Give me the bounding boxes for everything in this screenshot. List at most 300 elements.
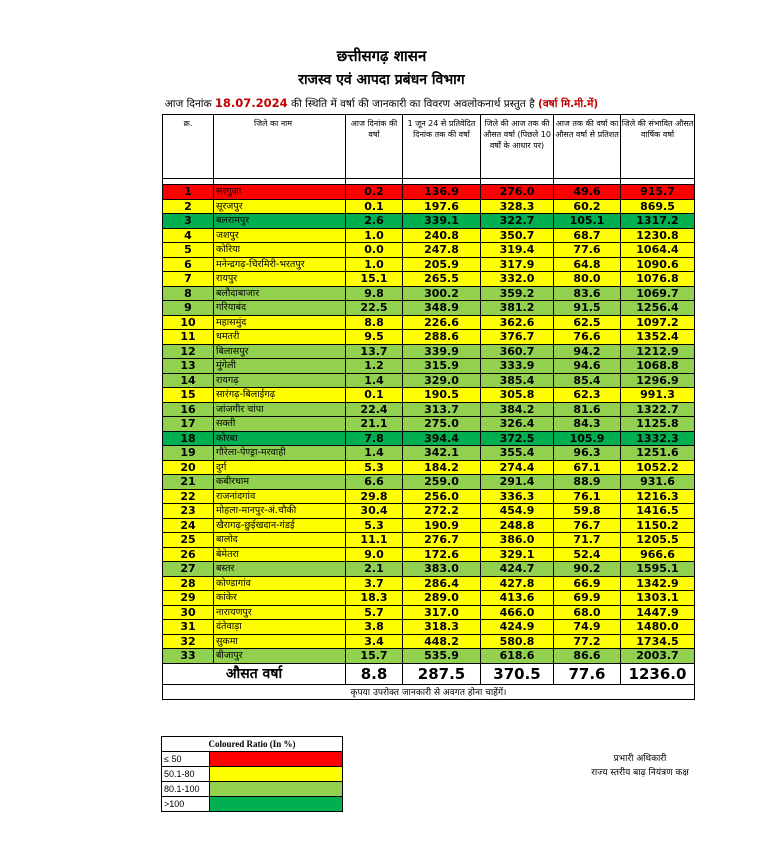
avg-rain-to-date: 360.7 — [481, 344, 554, 359]
percent-of-avg: 94.2 — [554, 344, 621, 359]
district-serial: 4 — [163, 228, 214, 243]
district-serial: 16 — [163, 402, 214, 417]
avg-rain-to-date: 381.2 — [481, 301, 554, 316]
rain-today: 7.8 — [346, 431, 403, 446]
annual-avg-rain: 1125.8 — [621, 417, 695, 432]
rain-since-june: 247.8 — [403, 243, 481, 258]
table-row — [163, 591, 695, 606]
rainfall-table — [162, 114, 695, 700]
annual-avg-rain: 1352.4 — [621, 330, 695, 345]
subtitle-prefix: आज दिनांक — [164, 98, 212, 110]
district-name: मुंगेली — [214, 359, 346, 374]
avg-rain-to-date: 384.2 — [481, 402, 554, 417]
district-serial: 19 — [163, 446, 214, 461]
rain-today: 9.0 — [346, 547, 403, 562]
avg-rain-to-date: 319.4 — [481, 243, 554, 258]
table-row — [163, 431, 695, 446]
table-row — [163, 185, 695, 200]
district-name: रायगढ़ — [214, 373, 346, 388]
rain-today: 22.4 — [346, 402, 403, 417]
rain-since-june: 136.9 — [403, 185, 481, 200]
rain-since-june: 383.0 — [403, 562, 481, 577]
percent-of-avg: 64.8 — [554, 257, 621, 272]
annual-avg-rain: 1251.6 — [621, 446, 695, 461]
rain-today: 9.5 — [346, 330, 403, 345]
avg-rain-to-date: 322.7 — [481, 214, 554, 229]
table-row — [163, 330, 695, 345]
table-row — [163, 301, 695, 316]
annual-avg-rain: 1076.8 — [621, 272, 695, 287]
district-name: बेमेतरा — [214, 547, 346, 562]
district-serial: 32 — [163, 634, 214, 649]
annual-avg-rain: 1230.8 — [621, 228, 695, 243]
district-serial: 5 — [163, 243, 214, 258]
district-name: गौरेला-पेण्ड्रा-मरवाही — [214, 446, 346, 461]
table-row — [163, 286, 695, 301]
percent-of-avg: 86.6 — [554, 649, 621, 664]
col-header-serial: क्र. — [163, 115, 214, 179]
rain-since-june: 394.4 — [403, 431, 481, 446]
annual-avg-rain: 1303.1 — [621, 591, 695, 606]
rain-since-june: 184.2 — [403, 460, 481, 475]
district-name: मोहला-मानपुर-अं.चौकी — [214, 504, 346, 519]
table-row — [163, 489, 695, 504]
rain-since-june: 259.0 — [403, 475, 481, 490]
table-row — [163, 649, 695, 664]
district-serial: 11 — [163, 330, 214, 345]
district-name: बिलासपुर — [214, 344, 346, 359]
annual-avg-rain: 1447.9 — [621, 605, 695, 620]
table-row — [163, 199, 695, 214]
district-name: बीजापुर — [214, 649, 346, 664]
annual-avg-rain: 1090.6 — [621, 257, 695, 272]
district-serial: 28 — [163, 576, 214, 591]
unit-label: (वर्षा मि.मी.में) — [538, 98, 599, 110]
avg-rain-to-date: 466.0 — [481, 605, 554, 620]
district-serial: 33 — [163, 649, 214, 664]
avg-rain-to-date: 362.6 — [481, 315, 554, 330]
avg-rain-to-date: 355.4 — [481, 446, 554, 461]
annual-avg-rain: 1256.4 — [621, 301, 695, 316]
subtitle-mid: की स्थिति में वर्षा की जानकारी का विवरण अवलोकनार्थ प्रस्तुत है — [291, 98, 535, 110]
avg-rain-to-date: 424.7 — [481, 562, 554, 577]
district-name: महासमुंद — [214, 315, 346, 330]
rain-today: 0.2 — [346, 185, 403, 200]
district-serial: 23 — [163, 504, 214, 519]
percent-of-avg: 62.3 — [554, 388, 621, 403]
col-header-percent: आज तक की वर्षा का औसत वर्षा से प्रतिशत — [554, 115, 621, 179]
district-serial: 3 — [163, 214, 214, 229]
district-name: कोण्डागांव — [214, 576, 346, 591]
note-row — [163, 684, 695, 699]
avg-rain-to-date: 413.6 — [481, 591, 554, 606]
rain-since-june: 342.1 — [403, 446, 481, 461]
table-row — [163, 214, 695, 229]
district-name: धमतरी — [214, 330, 346, 345]
district-name: बालोद — [214, 533, 346, 548]
rain-today: 21.1 — [346, 417, 403, 432]
avg-rain-to-date: 333.9 — [481, 359, 554, 374]
avg-rain-to-date: 372.5 — [481, 431, 554, 446]
rain-today: 1.4 — [346, 446, 403, 461]
rain-today: 5.3 — [346, 518, 403, 533]
district-serial: 10 — [163, 315, 214, 330]
percent-of-avg: 94.6 — [554, 359, 621, 374]
annual-avg-rain: 1317.2 — [621, 214, 695, 229]
average-row — [163, 663, 695, 684]
percent-of-avg: 60.2 — [554, 199, 621, 214]
legend-swatch — [210, 767, 343, 782]
legend-swatch — [210, 752, 343, 767]
annual-avg-rain: 1052.2 — [621, 460, 695, 475]
table-row — [163, 576, 695, 591]
rain-today: 1.0 — [346, 228, 403, 243]
table-row — [163, 620, 695, 635]
percent-of-avg: 76.6 — [554, 330, 621, 345]
rain-today: 3.7 — [346, 576, 403, 591]
annual-avg-rain: 1296.9 — [621, 373, 695, 388]
district-serial: 26 — [163, 547, 214, 562]
annual-avg-rain: 1069.7 — [621, 286, 695, 301]
table-row — [163, 634, 695, 649]
col-header-since-june: 1 जून 24 से प्रतिवेदित दिनांक तक की वर्षा — [403, 115, 481, 179]
district-name: सारंगढ़-बिलाईगढ़ — [214, 388, 346, 403]
percent-of-avg: 66.9 — [554, 576, 621, 591]
rain-since-june: 226.6 — [403, 315, 481, 330]
table-row — [163, 315, 695, 330]
avg-rain-to-date: 424.9 — [481, 620, 554, 635]
avg-rain-to-date: 328.3 — [481, 199, 554, 214]
avg-rain-to-date: 317.9 — [481, 257, 554, 272]
rain-since-june: 317.0 — [403, 605, 481, 620]
percent-of-avg: 105.1 — [554, 214, 621, 229]
rain-today: 9.8 — [346, 286, 403, 301]
district-serial: 8 — [163, 286, 214, 301]
avg-rain-to-date: 350.7 — [481, 228, 554, 243]
rain-today: 15.7 — [346, 649, 403, 664]
percent-of-avg: 96.3 — [554, 446, 621, 461]
percent-of-avg: 67.1 — [554, 460, 621, 475]
rain-today: 11.1 — [346, 533, 403, 548]
average-avg-to-date: 370.5 — [481, 663, 554, 684]
table-row — [163, 388, 695, 403]
rain-since-june: 276.7 — [403, 533, 481, 548]
district-serial: 9 — [163, 301, 214, 316]
percent-of-avg: 69.9 — [554, 591, 621, 606]
district-serial: 29 — [163, 591, 214, 606]
district-name: कांकेर — [214, 591, 346, 606]
percent-of-avg: 76.1 — [554, 489, 621, 504]
district-serial: 17 — [163, 417, 214, 432]
table-row — [163, 228, 695, 243]
color-legend — [161, 736, 343, 812]
district-name: कोरिया — [214, 243, 346, 258]
signature-block — [540, 752, 740, 780]
legend-range: ≤ 50 — [162, 752, 210, 767]
district-serial: 18 — [163, 431, 214, 446]
table-row — [163, 562, 695, 577]
district-serial: 14 — [163, 373, 214, 388]
avg-rain-to-date: 305.8 — [481, 388, 554, 403]
district-serial: 7 — [163, 272, 214, 287]
average-since-june: 287.5 — [403, 663, 481, 684]
percent-of-avg: 62.5 — [554, 315, 621, 330]
average-today: 8.8 — [346, 663, 403, 684]
district-name: राजनांदगांव — [214, 489, 346, 504]
rain-since-june: 313.7 — [403, 402, 481, 417]
annual-avg-rain: 1205.5 — [621, 533, 695, 548]
signature-title: प्रभारी अधिकारी — [613, 754, 667, 764]
table-row — [163, 272, 695, 287]
district-serial: 22 — [163, 489, 214, 504]
table-row — [163, 518, 695, 533]
header-govt: छत्तीसगढ़ शासन — [336, 47, 427, 65]
annual-avg-rain: 1416.5 — [621, 504, 695, 519]
annual-avg-rain: 1734.5 — [621, 634, 695, 649]
annual-avg-rain: 1595.1 — [621, 562, 695, 577]
rain-since-june: 348.9 — [403, 301, 481, 316]
annual-avg-rain: 1150.2 — [621, 518, 695, 533]
district-name: दुर्ग — [214, 460, 346, 475]
table-row — [163, 533, 695, 548]
rain-since-june: 288.6 — [403, 330, 481, 345]
district-serial: 1 — [163, 185, 214, 200]
district-serial: 6 — [163, 257, 214, 272]
rain-today: 22.5 — [346, 301, 403, 316]
table-row — [163, 504, 695, 519]
percent-of-avg: 80.0 — [554, 272, 621, 287]
percent-of-avg: 83.6 — [554, 286, 621, 301]
legend-swatch — [210, 782, 343, 797]
rain-today: 0.1 — [346, 388, 403, 403]
percent-of-avg: 81.6 — [554, 402, 621, 417]
rain-since-june: 315.9 — [403, 359, 481, 374]
annual-avg-rain: 931.6 — [621, 475, 695, 490]
avg-rain-to-date: 276.0 — [481, 185, 554, 200]
table-row — [163, 605, 695, 620]
rain-today: 13.7 — [346, 344, 403, 359]
legend-range: >100 — [162, 797, 210, 812]
avg-rain-to-date: 248.8 — [481, 518, 554, 533]
rain-since-june: 300.2 — [403, 286, 481, 301]
table-row — [163, 475, 695, 490]
district-name: बस्तर — [214, 562, 346, 577]
table-row — [163, 446, 695, 461]
avg-rain-to-date: 336.3 — [481, 489, 554, 504]
rain-since-june: 256.0 — [403, 489, 481, 504]
table-row — [163, 547, 695, 562]
rain-today: 5.3 — [346, 460, 403, 475]
rain-today: 15.1 — [346, 272, 403, 287]
annual-avg-rain: 1212.9 — [621, 344, 695, 359]
district-name: गरियाबंद — [214, 301, 346, 316]
percent-of-avg: 49.6 — [554, 185, 621, 200]
annual-avg-rain: 915.7 — [621, 185, 695, 200]
table-row — [163, 344, 695, 359]
avg-rain-to-date: 385.4 — [481, 373, 554, 388]
rain-today: 29.8 — [346, 489, 403, 504]
annual-avg-rain: 1064.4 — [621, 243, 695, 258]
district-serial: 31 — [163, 620, 214, 635]
legend-swatch — [210, 797, 343, 812]
percent-of-avg: 68.0 — [554, 605, 621, 620]
col-header-annual: जिले की संभावित औसत वार्षिक वर्षा — [621, 115, 695, 179]
annual-avg-rain: 1342.9 — [621, 576, 695, 591]
percent-of-avg: 52.4 — [554, 547, 621, 562]
rain-since-june: 190.5 — [403, 388, 481, 403]
annual-avg-rain: 1097.2 — [621, 315, 695, 330]
rain-today: 1.0 — [346, 257, 403, 272]
note-text: कृपया उपरोक्त जानकारी से अवगत होना चाहेंगें। — [163, 684, 695, 699]
district-name: रायपुर — [214, 272, 346, 287]
avg-rain-to-date: 618.6 — [481, 649, 554, 664]
rain-today: 3.8 — [346, 620, 403, 635]
percent-of-avg: 90.2 — [554, 562, 621, 577]
rain-today: 5.7 — [346, 605, 403, 620]
district-name: बलौदाबाजार — [214, 286, 346, 301]
table-row — [163, 460, 695, 475]
district-name: खैरागढ़-छुईखदान-गंडई — [214, 518, 346, 533]
table-row — [163, 257, 695, 272]
report-date: 18.07.2024 — [214, 96, 288, 110]
district-name: सूरजपुर — [214, 199, 346, 214]
district-serial: 12 — [163, 344, 214, 359]
district-name: मनेन्द्रगढ़-चिरमिरी-भरतपुर — [214, 257, 346, 272]
table-row — [163, 402, 695, 417]
rain-today: 1.4 — [346, 373, 403, 388]
district-serial: 20 — [163, 460, 214, 475]
district-name: कबीरधाम — [214, 475, 346, 490]
avg-rain-to-date: 376.7 — [481, 330, 554, 345]
annual-avg-rain: 1216.3 — [621, 489, 695, 504]
legend-row — [162, 752, 343, 767]
annual-avg-rain: 1322.7 — [621, 402, 695, 417]
annual-avg-rain: 1332.3 — [621, 431, 695, 446]
legend-range: 50.1-80 — [162, 767, 210, 782]
percent-of-avg: 77.6 — [554, 243, 621, 258]
avg-rain-to-date: 386.0 — [481, 533, 554, 548]
percent-of-avg: 71.7 — [554, 533, 621, 548]
avg-rain-to-date: 427.8 — [481, 576, 554, 591]
rain-today: 0.0 — [346, 243, 403, 258]
col-header-district: जिले का नाम — [214, 115, 346, 179]
rain-since-june: 286.4 — [403, 576, 481, 591]
district-name: सरगुजा — [214, 185, 346, 200]
rain-today: 30.4 — [346, 504, 403, 519]
avg-rain-to-date: 291.4 — [481, 475, 554, 490]
annual-avg-rain: 869.5 — [621, 199, 695, 214]
rain-today: 2.1 — [346, 562, 403, 577]
district-name: नारायणपुर — [214, 605, 346, 620]
percent-of-avg: 68.7 — [554, 228, 621, 243]
col-header-today: आज दिनांक की वर्षा — [346, 115, 403, 179]
avg-rain-to-date: 454.9 — [481, 504, 554, 519]
percent-of-avg: 105.9 — [554, 431, 621, 446]
legend-row — [162, 767, 343, 782]
annual-avg-rain: 991.3 — [621, 388, 695, 403]
table-row — [163, 359, 695, 374]
district-serial: 15 — [163, 388, 214, 403]
rain-since-june: 240.8 — [403, 228, 481, 243]
district-serial: 13 — [163, 359, 214, 374]
rain-since-june: 448.2 — [403, 634, 481, 649]
legend-row — [162, 797, 343, 812]
rain-today: 0.1 — [346, 199, 403, 214]
rain-today: 6.6 — [346, 475, 403, 490]
district-name: जशपुर — [214, 228, 346, 243]
district-serial: 24 — [163, 518, 214, 533]
rain-since-june: 318.3 — [403, 620, 481, 635]
rain-since-june: 205.9 — [403, 257, 481, 272]
header-subtitle — [0, 96, 763, 111]
percent-of-avg: 88.9 — [554, 475, 621, 490]
annual-avg-rain: 1480.0 — [621, 620, 695, 635]
percent-of-avg: 77.2 — [554, 634, 621, 649]
legend-range: 80.1-100 — [162, 782, 210, 797]
district-name: सुकमा — [214, 634, 346, 649]
percent-of-avg: 59.8 — [554, 504, 621, 519]
annual-avg-rain: 2003.7 — [621, 649, 695, 664]
district-name: जांजगीर चांपा — [214, 402, 346, 417]
avg-rain-to-date: 329.1 — [481, 547, 554, 562]
rain-since-june: 265.5 — [403, 272, 481, 287]
district-serial: 25 — [163, 533, 214, 548]
percent-of-avg: 85.4 — [554, 373, 621, 388]
rain-today: 2.6 — [346, 214, 403, 229]
district-serial: 30 — [163, 605, 214, 620]
annual-avg-rain: 1068.8 — [621, 359, 695, 374]
rain-today: 1.2 — [346, 359, 403, 374]
percent-of-avg: 91.5 — [554, 301, 621, 316]
table-row — [163, 373, 695, 388]
header-department: राजस्व एवं आपदा प्रबंधन विभाग — [298, 72, 465, 88]
rain-since-june: 275.0 — [403, 417, 481, 432]
avg-rain-to-date: 274.4 — [481, 460, 554, 475]
table-header-row — [163, 115, 695, 179]
col-header-avg-to-date: जिले की आज तक की औसत वर्षा (पिछले 10 वर्षों के आधार पर) — [481, 115, 554, 179]
rain-since-june: 172.6 — [403, 547, 481, 562]
average-percent: 77.6 — [554, 663, 621, 684]
rain-today: 18.3 — [346, 591, 403, 606]
percent-of-avg: 84.3 — [554, 417, 621, 432]
rain-since-june: 339.1 — [403, 214, 481, 229]
district-name: सक्ती — [214, 417, 346, 432]
avg-rain-to-date: 580.8 — [481, 634, 554, 649]
district-name: दंतेवाड़ा — [214, 620, 346, 635]
average-label: औसत वर्षा — [163, 663, 346, 684]
district-name: बलरामपुर — [214, 214, 346, 229]
signature-office: राज्य स्तरीय बाढ़ नियंत्रण कक्ष — [591, 768, 689, 778]
district-serial: 27 — [163, 562, 214, 577]
annual-avg-rain: 966.6 — [621, 547, 695, 562]
district-serial: 21 — [163, 475, 214, 490]
avg-rain-to-date: 359.2 — [481, 286, 554, 301]
rain-since-june: 190.9 — [403, 518, 481, 533]
table-row — [163, 243, 695, 258]
rain-today: 3.4 — [346, 634, 403, 649]
rain-since-june: 535.9 — [403, 649, 481, 664]
legend-row — [162, 782, 343, 797]
rain-since-june: 339.9 — [403, 344, 481, 359]
rain-since-june: 289.0 — [403, 591, 481, 606]
legend-title: Coloured Ratio (In %) — [162, 737, 343, 752]
table-row — [163, 417, 695, 432]
rain-since-june: 329.0 — [403, 373, 481, 388]
avg-rain-to-date: 326.4 — [481, 417, 554, 432]
rain-since-june: 197.6 — [403, 199, 481, 214]
percent-of-avg: 76.7 — [554, 518, 621, 533]
district-serial: 2 — [163, 199, 214, 214]
